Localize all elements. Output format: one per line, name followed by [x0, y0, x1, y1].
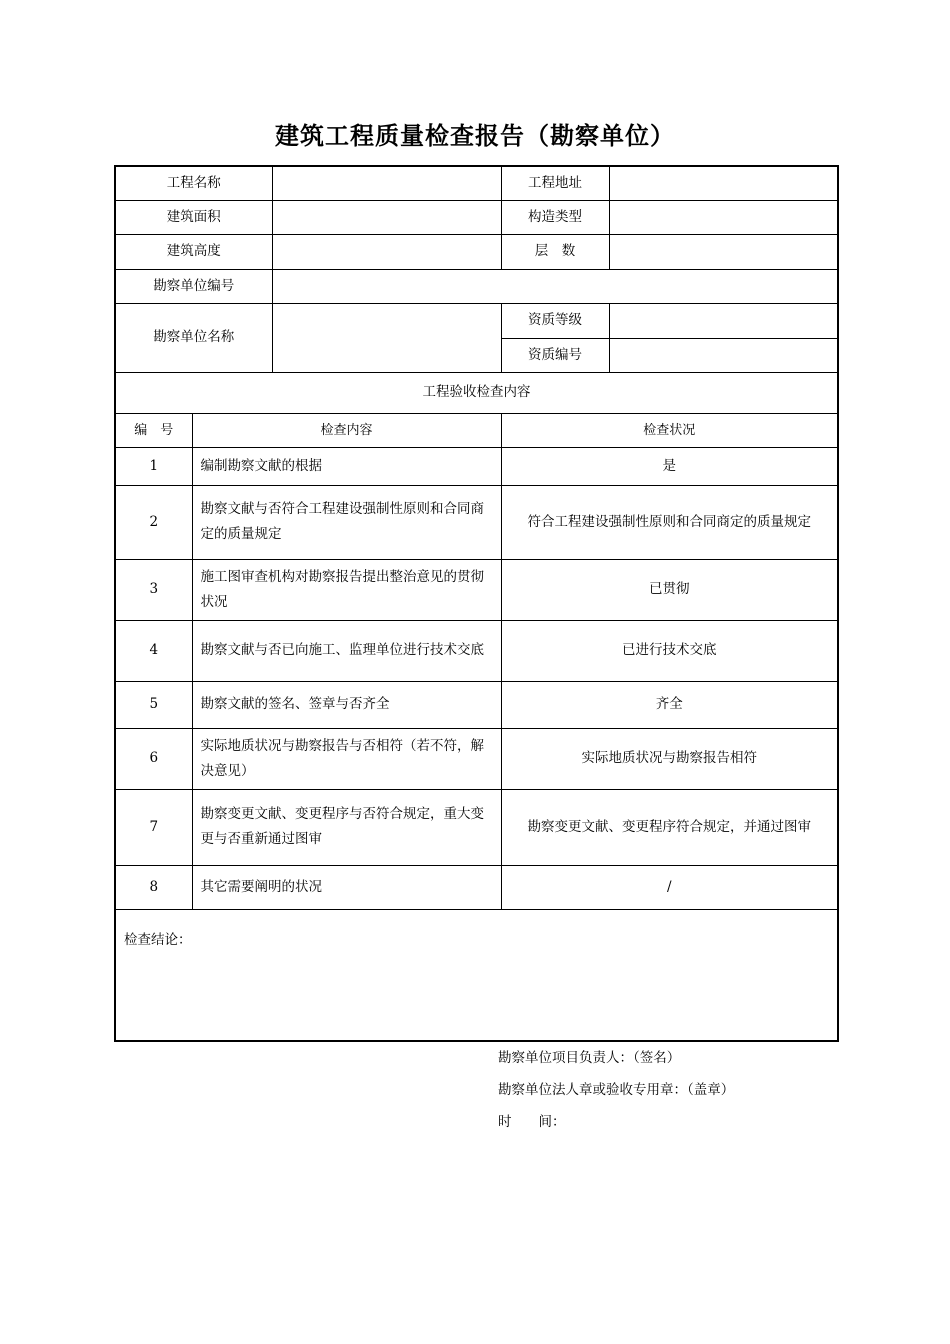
row-status[interactable]: 是 [501, 447, 838, 485]
column-header-content: 检查内容 [192, 413, 501, 447]
floors-field[interactable] [609, 234, 838, 269]
building-height-label: 建筑高度 [115, 234, 272, 269]
project-name-field[interactable] [272, 166, 501, 200]
row-content: 编制勘察文献的根据 [192, 447, 501, 485]
row-content: 施工图审查机构对勘察报告提出整治意见的贯彻状况 [192, 559, 501, 620]
row-status[interactable]: 已进行技术交底 [501, 620, 838, 681]
row-number: 7 [115, 789, 192, 865]
inspection-report-table [114, 165, 839, 1042]
conclusion-label: 检查结论： [124, 931, 192, 948]
row-content: 实际地质状况与勘察报告与否相符（若不符，解决意见） [192, 728, 501, 789]
table-row [115, 865, 838, 909]
qualification-grade-label: 资质等级 [501, 303, 609, 338]
building-height-field[interactable] [272, 234, 501, 269]
structure-type-field[interactable] [609, 200, 838, 234]
row-number: 2 [115, 485, 192, 559]
row-status[interactable]: 勘察变更文献、变更程序符合规定，并通过图审 [501, 789, 838, 865]
survey-unit-code-field[interactable] [272, 269, 838, 303]
conclusion-field[interactable] [115, 909, 838, 1041]
table-row [115, 559, 838, 620]
project-address-field[interactable] [609, 166, 838, 200]
building-area-field[interactable] [272, 200, 501, 234]
project-name-label: 工程名称 [115, 166, 272, 200]
table-row [115, 620, 838, 681]
table-row [115, 728, 838, 789]
building-area-label: 建筑面积 [115, 200, 272, 234]
row-number: 4 [115, 620, 192, 681]
time-line: 时 间： [498, 1114, 566, 1130]
row-content: 勘察文献的签名、签章与否齐全 [192, 681, 501, 728]
row-content: 其它需要阐明的状况 [192, 865, 501, 909]
seal-line: 勘察单位法人章或验收专用章：（盖章） [498, 1082, 735, 1098]
row-number: 3 [115, 559, 192, 620]
survey-unit-name-field[interactable] [272, 303, 501, 372]
structure-type-label: 构造类型 [501, 200, 609, 234]
qualification-number-label: 资质编号 [501, 338, 609, 372]
project-leader-signature-line: 勘察单位项目负责人：（签名） [498, 1050, 681, 1066]
floors-label: 层 数 [501, 234, 609, 269]
qualification-grade-field[interactable] [609, 303, 838, 338]
survey-unit-code-label: 勘察单位编号 [115, 269, 272, 303]
row-content: 勘察变更文献、变更程序与否符合规定，重大变更与否重新通过图审 [192, 789, 501, 865]
project-address-label: 工程地址 [501, 166, 609, 200]
row-number: 6 [115, 728, 192, 789]
row-number: 8 [115, 865, 192, 909]
qualification-number-field[interactable] [609, 338, 838, 372]
row-status[interactable]: / [501, 865, 838, 909]
table-row [115, 789, 838, 865]
table-row [115, 485, 838, 559]
row-status[interactable]: 已贯彻 [501, 559, 838, 620]
row-status[interactable]: 符合工程建设强制性原则和合同商定的质量规定 [501, 485, 838, 559]
row-content: 勘察文献与否已向施工、监理单位进行技术交底 [192, 620, 501, 681]
column-header-status: 检查状况 [501, 413, 838, 447]
section-title: 工程验收检查内容 [115, 372, 838, 413]
row-number: 5 [115, 681, 192, 728]
survey-unit-name-label: 勘察单位名称 [115, 303, 272, 372]
row-number: 1 [115, 447, 192, 485]
row-status[interactable]: 实际地质状况与勘察报告相符 [501, 728, 838, 789]
row-status[interactable]: 齐全 [501, 681, 838, 728]
column-header-number: 编 号 [115, 413, 192, 447]
row-content: 勘察文献与否符合工程建设强制性原则和合同商定的质量规定 [192, 485, 501, 559]
page-title: 建筑工程质量检查报告（勘察单位） [275, 122, 675, 150]
table-row [115, 447, 838, 485]
table-row [115, 681, 838, 728]
